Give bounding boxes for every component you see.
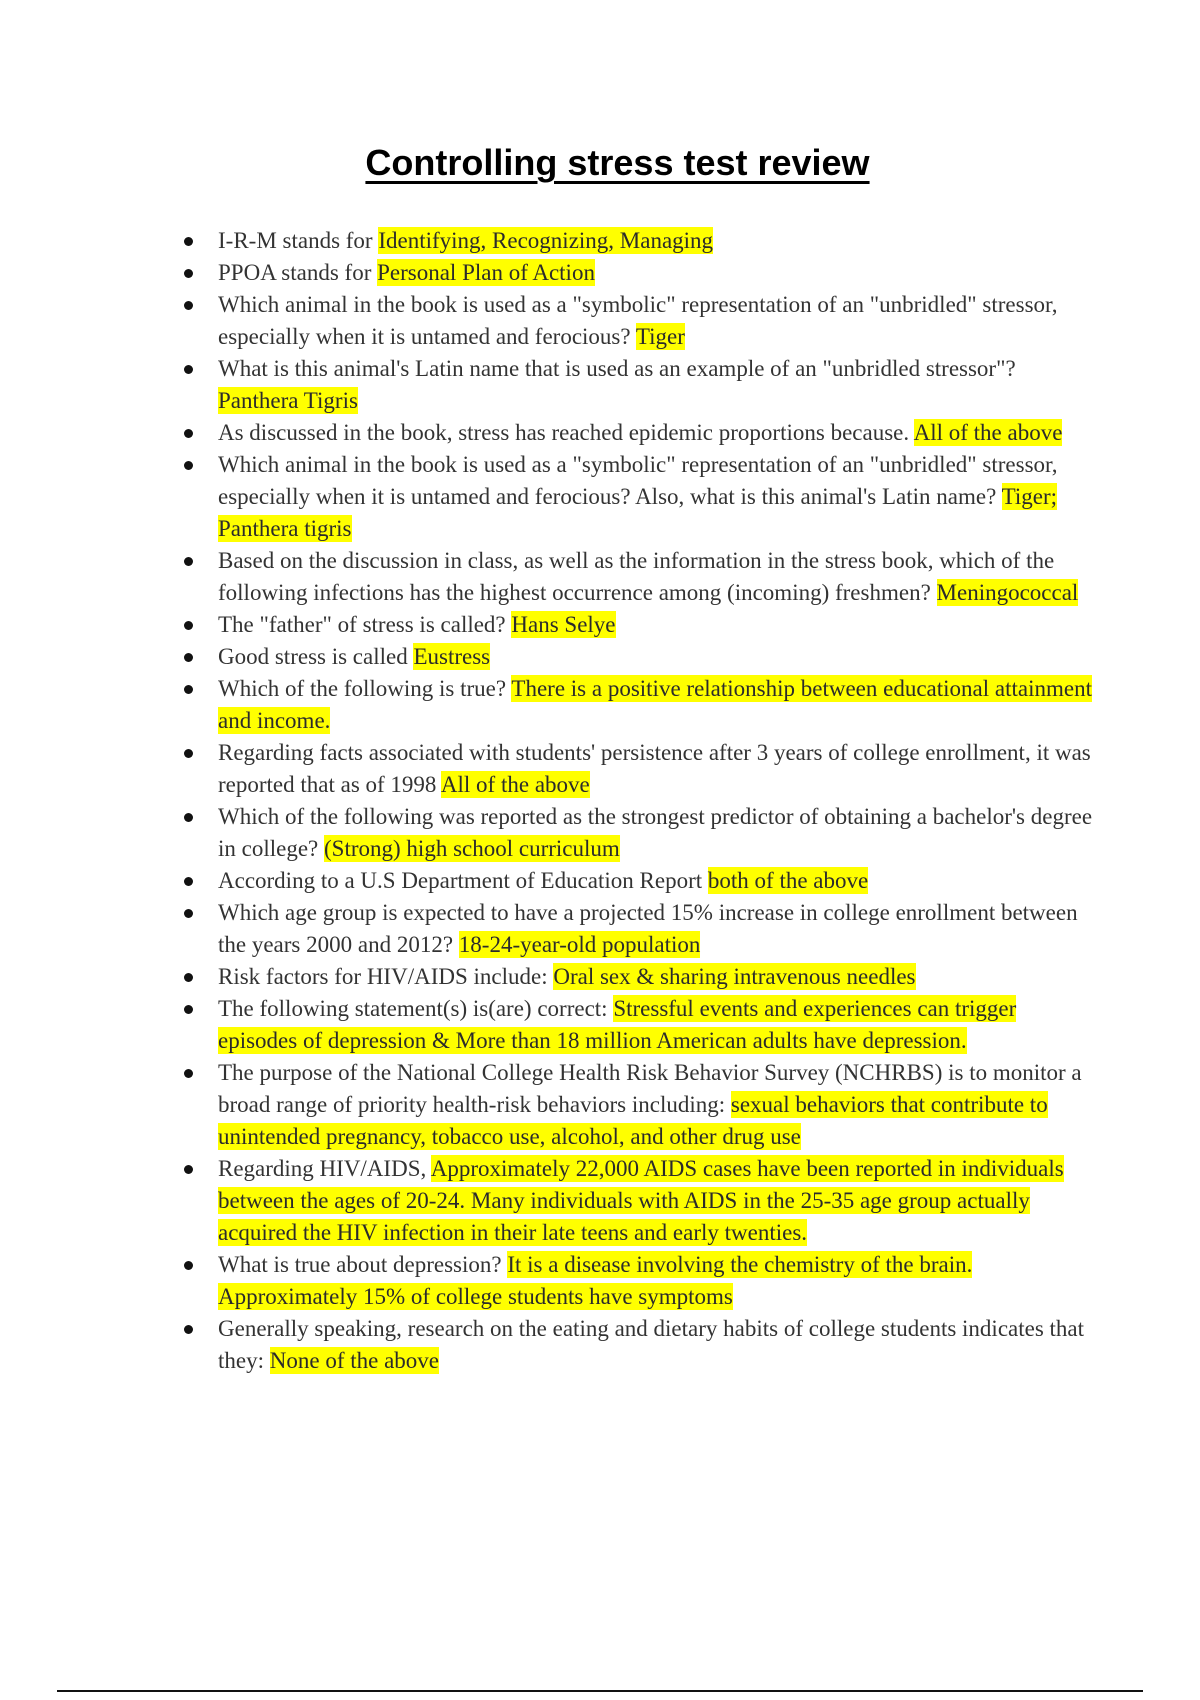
highlighted-answer: None of the above <box>269 1348 439 1373</box>
list-item <box>0 449 1098 545</box>
question-text: What is this animal's Latin name that is used as an example of an "unbridled stressor"? <box>218 356 1016 381</box>
highlighted-answer: All of the above <box>440 772 590 797</box>
highlighted-answer: Hans Selye <box>511 612 616 637</box>
question-text: According to a U.S Department of Education Report <box>218 868 708 893</box>
highlighted-answer: 18-24-year-old population <box>458 932 701 957</box>
highlighted-answer: It is a disease involving the chemistry of the brain. Approximately 15% of college students have symptoms <box>218 1252 973 1309</box>
question-text: Risk factors for HIV/AIDS include: <box>218 964 554 989</box>
list-item <box>0 737 1098 801</box>
question-text: Based on the discussion in class, as well as the information in the stress book, which of the following infections has the highest occurrence among (incoming) freshmen? <box>218 548 1055 605</box>
question-text: Which age group is expected to have a projected 15% increase in college enrollment between the years 2000 and 2012? <box>218 900 1078 957</box>
highlighted-answer: Eustress <box>413 644 491 669</box>
list-item <box>0 289 1098 353</box>
question-text: PPOA stands for <box>218 260 378 285</box>
highlighted-answer: Tiger; Panthera tigris <box>218 484 1058 541</box>
highlighted-answer: both of the above <box>707 868 869 893</box>
list-item <box>0 961 1098 993</box>
list-item <box>0 1249 1098 1313</box>
qa-list <box>0 225 1098 1377</box>
highlighted-answer: Tiger <box>635 324 685 349</box>
highlighted-answer: Meningococcal <box>936 580 1079 605</box>
highlighted-answer: Stressful events and experiences can trigger episodes of depression & More than 18 million American adults have depression. <box>218 996 1017 1053</box>
question-text: Regarding facts associated with students' persistence after 3 years of college enrollment, it was reported that as of 1998 <box>218 740 1091 797</box>
list-item <box>0 1313 1098 1377</box>
question-text: I-R-M stands for <box>218 228 379 253</box>
highlighted-answer: Oral sex & sharing intravenous needles <box>553 964 916 989</box>
question-text: Which animal in the book is used as a "symbolic" representation of an "unbridled" stressor, especially when it is untamed and ferocious? <box>218 292 1058 349</box>
highlighted-answer: sexual behaviors that contribute to unintended pregnancy, tobacco use, alcohol, and other drug use <box>218 1092 1048 1149</box>
list-item <box>0 993 1098 1057</box>
question-text: The purpose of the National College Health Risk Behavior Survey (NCHRBS) is to monitor a broad range of priority health-risk behaviors including: <box>218 1060 1082 1117</box>
list-item <box>0 865 1098 897</box>
highlighted-answer: All of the above <box>913 420 1063 445</box>
list-item <box>0 353 1098 417</box>
question-text: Good stress is called <box>218 644 414 669</box>
footer-rule <box>57 1690 1143 1692</box>
question-text: The following statement(s) is(are) correct: <box>218 996 614 1021</box>
question-text: Which of the following is true? <box>218 676 512 701</box>
list-item <box>0 417 1098 449</box>
highlighted-answer: (Strong) high school curriculum <box>324 836 620 861</box>
page-title: Controlling stress test review <box>365 142 870 183</box>
highlighted-answer: There is a positive relationship between educational attainment and income. <box>218 676 1092 733</box>
question-text: Which animal in the book is used as a "symbolic" representation of an "unbridled" stressor, especially when it is untamed and ferocious? Also, what is this animal's Latin name? <box>218 452 1058 509</box>
list-item <box>0 609 1098 641</box>
list-item <box>0 801 1098 865</box>
list-item <box>0 1057 1098 1153</box>
list-item <box>0 225 1098 257</box>
list-item <box>0 673 1098 737</box>
question-text: What is true about depression? <box>218 1252 508 1277</box>
highlighted-answer: Approximately 22,000 AIDS cases have been reported in individuals between the ages of 20-24. Many individuals with AIDS in the 25-35 age group actually acquired the HIV infection in their late teens and early twenties. <box>218 1156 1064 1245</box>
question-text: Which of the following was reported as the strongest predictor of obtaining a bachelor's degree in college? <box>218 804 1093 861</box>
highlighted-answer: Identifying, Recognizing, Managing <box>378 228 714 253</box>
list-item <box>0 897 1098 961</box>
list-item <box>0 257 1098 289</box>
question-text: Generally speaking, research on the eating and dietary habits of college students indicates that they: <box>218 1316 1085 1373</box>
highlighted-answer: Panthera Tigris <box>218 388 358 413</box>
question-text: The "father" of stress is called? <box>218 612 512 637</box>
list-item <box>0 1153 1098 1249</box>
highlighted-answer: Personal Plan of Action <box>377 260 595 285</box>
question-text: Regarding HIV/AIDS, <box>218 1156 431 1181</box>
list-item <box>0 641 1098 673</box>
question-text: As discussed in the book, stress has reached epidemic proportions because. <box>218 420 914 445</box>
list-item <box>0 545 1098 609</box>
